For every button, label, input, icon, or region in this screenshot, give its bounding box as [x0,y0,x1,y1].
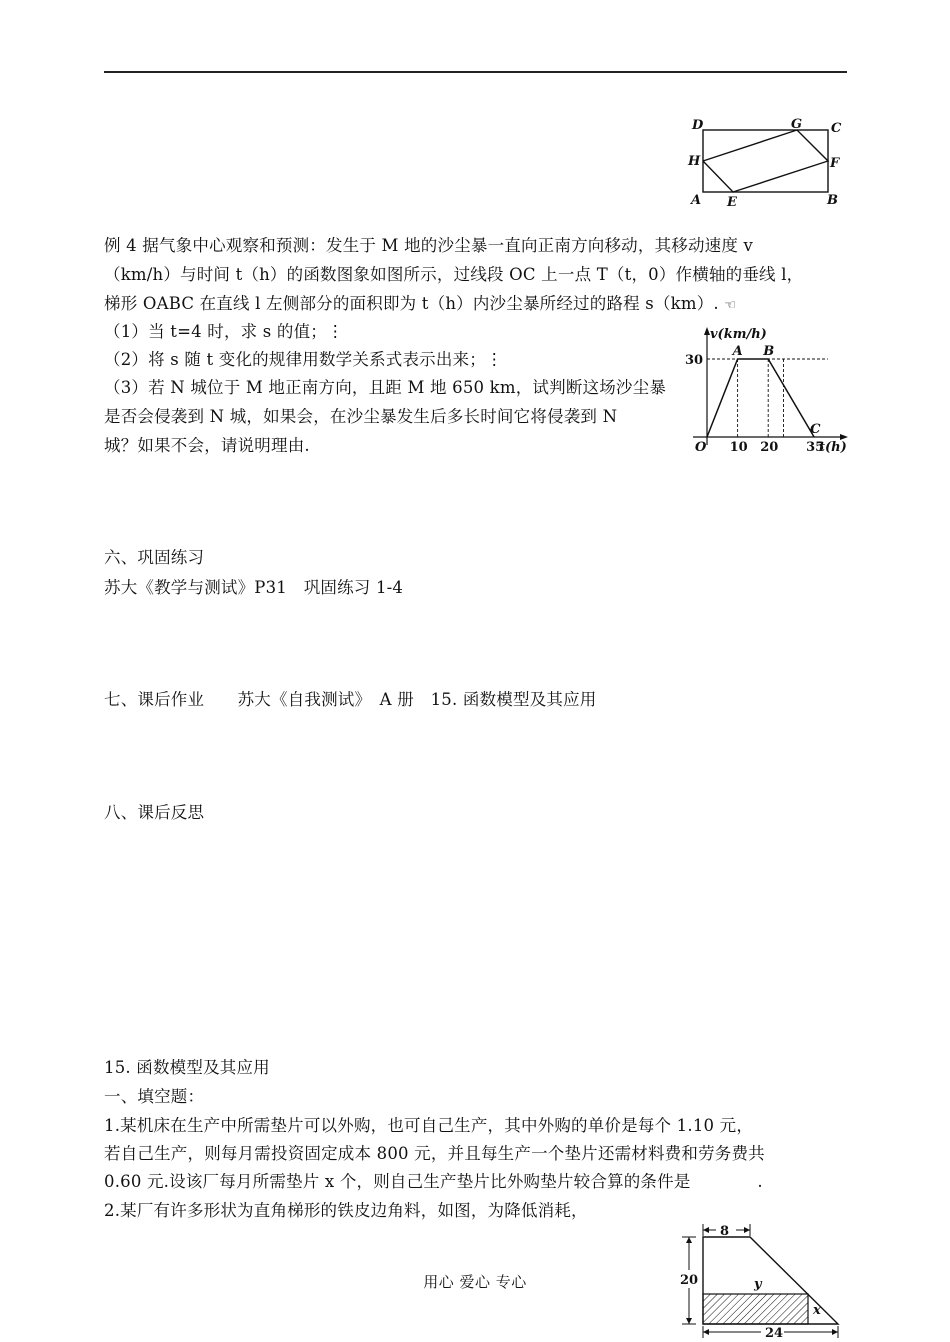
exercise15-line-3: 0.60 元.设该厂每月所需垫片 x 个，则自己生产垫片比外购垫片较合算的条件是 . [104,1172,763,1191]
exercise15-title: 15. 函数模型及其应用 [104,1058,270,1077]
example4-q2: （2）将 s 随 t 变化的规律用数学关系式表示出来；⋮ [104,350,503,369]
example4-q3-cont-2: 城？如果不会，请说明理由. [104,436,310,455]
point-label-A: A [732,344,743,359]
x-tick-10: 10 [729,440,748,455]
hand-pointer-icon: ☜ [724,298,737,313]
example4-q3: （3）若 N 城位于 M 地正南方向，且距 M 地 650 km，试判断这场沙尘暴 [104,378,667,397]
point-label-B: B [763,344,775,359]
label-E: E [727,195,737,210]
section6-text: 苏大《教学与测试》P31 巩固练习 1-4 [104,578,404,597]
x-tick-35: 35 [806,440,825,455]
rectangle-figure [685,115,845,210]
exercise15-line-1: 1.某机床在生产中所需垫片可以外购，也可自己生产，其中外购的单价是每个 1.10 元， [104,1116,754,1135]
section7-text: 七、课后作业 苏大《自我测试》 A 册 15. 函数模型及其应用 [104,690,597,709]
example4-line-3-text: 梯形 OABC 在直线 l 左侧部分的面积即为 t（h）内沙尘暴所经过的路程 s（km）. [104,294,719,313]
section8-title: 八、课后反思 [104,803,205,822]
example4-q1: （1）当 t=4 时，求 s 的值；⋮ [104,322,344,341]
example4-q3-cont-1: 是否会侵袭到 N 城，如果会，在沙尘暴发生后多长时间它将侵袭到 N [104,407,618,426]
exercise15-line-4: 2.某厂有许多形状为直角梯形的铁皮边角料，如图，为降低消耗， [104,1201,588,1220]
velocity-time-graph [683,325,853,457]
example4-line-1: 例 4 据气象中心观察和预测：发生于 M 地的沙尘暴一直向正南方向移动，其移动速度 v [104,236,754,255]
example4-line-3 [104,294,736,316]
label-F: F [830,156,840,171]
label-C: C [831,121,842,136]
label-B: B [827,193,838,208]
header-rule [104,71,847,73]
y-tick-30: 30 [685,353,704,368]
point-label-C: C [810,422,821,437]
origin-label: O [695,440,707,455]
page-footer: 用心 爱心 专心 [423,1273,527,1291]
dim-bottom-24: 24 [765,1326,784,1340]
exercise15-line-2: 若自己生产，则每月需投资固定成本 800 元，并且每生产一个垫片还需材料费和劳务费共 [104,1144,765,1163]
label-y: y [754,1277,762,1292]
label-x: x [813,1303,821,1318]
dim-height-20: 20 [680,1273,699,1288]
series-line [707,359,814,437]
x-tick-20: 20 [760,440,779,455]
y-axis-label: v(km/h) [710,327,767,342]
label-G: G [791,117,803,132]
label-D: D [692,118,704,133]
exercise15-part1: 一、填空题： [104,1087,205,1106]
section6-title: 六、巩固练习 [104,548,205,567]
label-H: H [688,154,701,169]
example4-line-2: （km/h）与时间 t（h）的函数图象如图所示，过线段 OC 上一点 T（t，0）作横轴的垂线 l， [104,265,804,284]
label-A: A [691,193,702,208]
dim-top-8: 8 [720,1224,730,1239]
x-axis-label: t(h) [819,440,847,455]
